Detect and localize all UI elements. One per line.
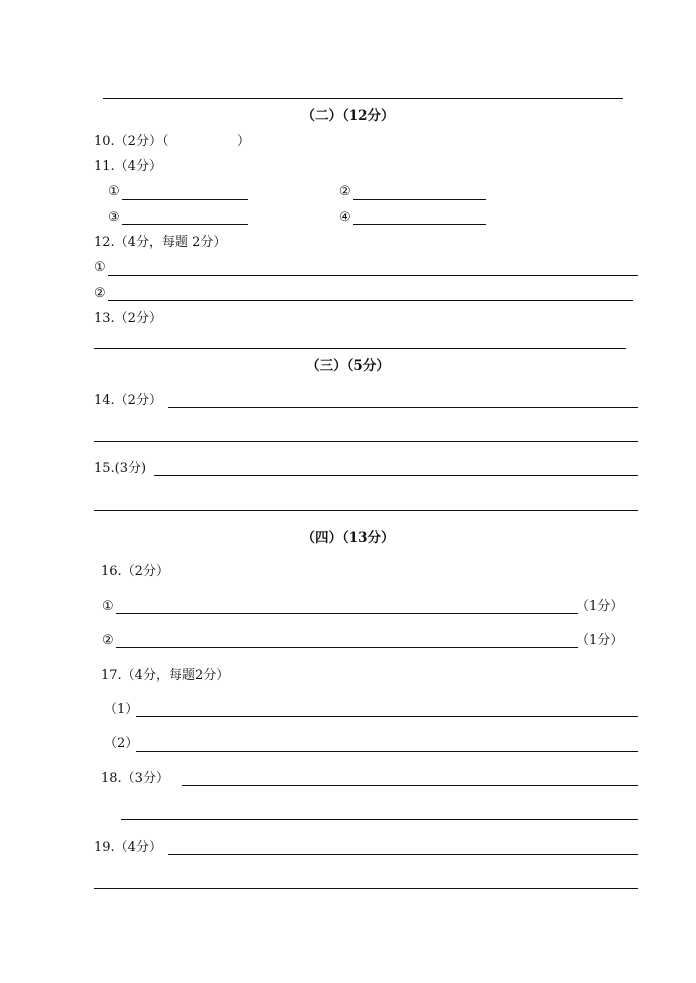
q17-label: 17.（4分，每题2分） (101, 668, 230, 683)
q14-answer-line-1[interactable] (168, 407, 638, 408)
top-rule (103, 98, 623, 99)
q14-answer-line-2[interactable] (94, 441, 638, 442)
q11-blank-3-mark: ③ (108, 210, 120, 225)
q16-item-2-line[interactable] (116, 647, 578, 648)
q11-blank-1-mark: ① (108, 184, 120, 199)
q16-item-1-mark: ① (102, 599, 114, 614)
q19-label: 19.（4分） (94, 840, 162, 855)
section-heading-4: （四）（13分） (301, 530, 395, 546)
q11-blank-4-mark: ④ (339, 210, 351, 225)
q16-item-2-score: （1分） (576, 633, 624, 648)
q17-item-2-mark: （2） (104, 736, 139, 751)
q18-answer-line-2[interactable] (121, 819, 638, 820)
q14-label: 14.（2分） (94, 393, 162, 408)
q18-answer-line-1[interactable] (182, 785, 638, 786)
q15-answer-line-2[interactable] (94, 510, 638, 511)
q10-close-paren: ） (237, 134, 251, 149)
q12-label: 12.（4分，每题 2分） (94, 235, 227, 250)
q16-item-1-line[interactable] (116, 613, 578, 614)
q11-blank-2-line[interactable] (353, 199, 486, 200)
q16-item-2-mark: ② (102, 633, 114, 648)
q11-blank-1-line[interactable] (122, 199, 248, 200)
q12-blank-1-line[interactable] (108, 275, 638, 276)
q12-blank-2-mark: ② (94, 286, 106, 301)
q10-label: 10.（2分）（ (94, 134, 169, 149)
q12-blank-2-line[interactable] (108, 300, 633, 301)
q17-item-1-mark: （1） (104, 702, 139, 717)
q19-answer-line-1[interactable] (168, 854, 638, 855)
q11-label: 11.（4分） (94, 159, 162, 174)
q15-label: 15.(3分) (94, 461, 147, 476)
q15-answer-line-1[interactable] (154, 475, 638, 476)
q11-blank-2-mark: ② (339, 184, 351, 199)
q13-answer-line[interactable] (94, 348, 626, 349)
q16-item-1-score: （1分） (576, 599, 624, 614)
q17-item-1-line[interactable] (136, 716, 638, 717)
q11-blank-3-line[interactable] (122, 224, 248, 225)
q17-item-2-line[interactable] (136, 751, 638, 752)
q19-answer-line-2[interactable] (94, 888, 638, 889)
q12-blank-1-mark: ① (94, 260, 106, 275)
q13-label: 13.（2分） (94, 311, 162, 326)
q11-blank-4-line[interactable] (353, 224, 486, 225)
q18-label: 18.（3分） (101, 771, 169, 786)
section-heading-2: （二）（12分） (301, 108, 395, 124)
section-heading-3: （三）（5分） (306, 358, 390, 374)
q16-label: 16.（2分） (101, 564, 169, 579)
